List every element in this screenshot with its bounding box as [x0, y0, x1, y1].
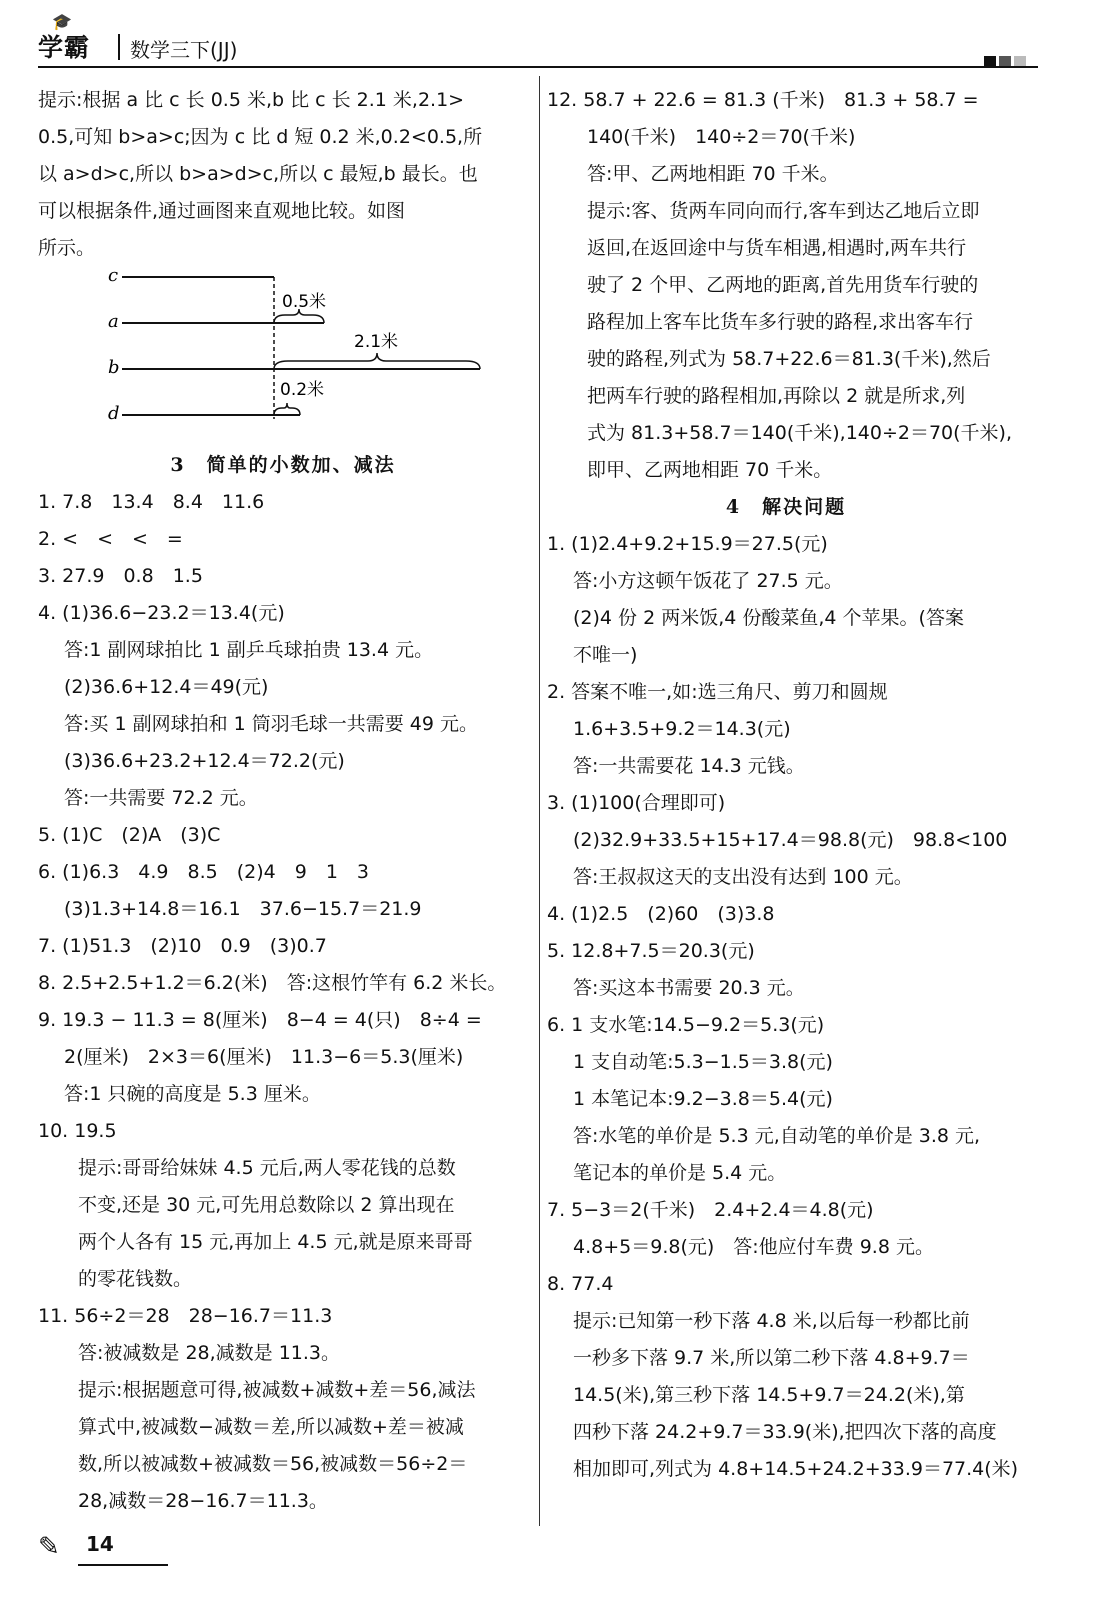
label-a: a — [108, 311, 119, 332]
hint-line: 两个人各有 15 元,再加上 4.5 元,就是原来哥哥 — [78, 1231, 473, 1253]
answer-line: (2)32.9+33.5+15+17.4＝98.8(元) 98.8<100 — [573, 829, 1008, 851]
answer-line: 11. 56÷2＝28 28−16.7＝11.3 — [38, 1305, 333, 1327]
answer-line: 2(厘米) 2×3＝6(厘米) 11.3−6＝5.3(厘米) — [64, 1046, 464, 1068]
left-column — [38, 82, 528, 1520]
answer-line: 4. (1)2.5 (2)60 (3)3.8 — [547, 903, 775, 925]
hint-line: 的零花钱数。 — [78, 1268, 193, 1290]
hint-line: 驶了 2 个甲、乙两地的距离,首先用货车行驶的 — [587, 274, 979, 296]
answer-line: 7. (1)51.3 (2)10 0.9 (3)0.7 — [38, 935, 327, 957]
hint-line: 四秒下落 24.2+9.7＝33.9(米),把四次下落的高度 — [573, 1421, 997, 1443]
answer-line: 1.6+3.5+9.2＝14.3(元) — [573, 718, 791, 740]
answer-line: 8. 77.4 — [547, 1273, 614, 1295]
brand-logo: 学霸 — [38, 33, 91, 62]
hint-line: 可以根据条件,通过画图来直观地比较。如图 — [38, 200, 406, 222]
answer-line: (2)36.6+12.4＝49(元) — [64, 676, 269, 698]
answer-line: 10. 19.5 — [38, 1120, 117, 1142]
answer-line: 5. 12.8+7.5＝20.3(元) — [547, 940, 755, 962]
hint-line: 不变,还是 30 元,可先用总数除以 2 算出现在 — [78, 1194, 455, 1216]
answer-line: 答:一共需要 72.2 元。 — [64, 787, 258, 809]
page-number: 14 — [86, 1532, 114, 1556]
answer-line: 答:王叔叔这天的支出没有达到 100 元。 — [573, 866, 913, 888]
answer-line: 12. 58.7 + 22.6 = 81.3 (千米) 81.3 + 58.7 = — [547, 89, 979, 111]
hint-line: 数,所以被减数+被减数＝56,被减数＝56÷2＝ — [78, 1453, 468, 1475]
answer-line: 不唯一) — [573, 644, 638, 666]
hint-line: 以 a>d>c,所以 b>a>d>c,所以 c 最短,b 最长。也 — [38, 163, 478, 185]
hint-line: 所示。 — [38, 237, 96, 259]
answer-line: (3)36.6+23.2+12.4＝72.2(元) — [64, 750, 345, 772]
answer-line: 答:1 副网球拍比 1 副乒乓球拍贵 13.4 元。 — [64, 639, 434, 661]
answer-line: 8. 2.5+2.5+1.2＝6.2(米) 答:这根竹竿有 6.2 米长。 — [38, 972, 507, 994]
section-title-4: 4 解决问题 — [725, 496, 847, 518]
answer-line: 1. 7.8 13.4 8.4 11.6 — [38, 491, 265, 513]
hint-line: 即甲、乙两地相距 70 千米。 — [587, 459, 833, 481]
book-title: 数学三下(JJ) — [130, 38, 238, 62]
hint-line: 式为 81.3+58.7＝140(千米),140÷2＝70(千米), — [587, 422, 1013, 444]
length-comparison-diagram — [88, 267, 528, 447]
answer-line: 6. (1)6.3 4.9 8.5 (2)4 9 1 3 — [38, 861, 369, 883]
hint-line: 提示:根据题意可得,被减数+减数+差＝56,减法 — [78, 1379, 476, 1401]
hint-line: 把两车行驶的路程相加,再除以 2 就是所求,列 — [587, 385, 966, 407]
answer-line: (2)4 份 2 两米饭,4 份酸菜鱼,4 个苹果。(答案 — [573, 607, 964, 629]
brace-0-2 — [274, 403, 300, 415]
answer-line: 1. (1)2.4+9.2+15.9＝27.5(元) — [547, 533, 828, 555]
answer-line: 2. < < < = — [38, 528, 183, 550]
measure-0-2m: 0.2米 — [280, 380, 325, 400]
hint-line: 提示:已知第一秒下落 4.8 米,以后每一秒都比前 — [573, 1310, 970, 1332]
label-d: d — [108, 403, 120, 424]
answer-line: (3)1.3+14.8＝16.1 37.6−15.7＝21.9 — [64, 898, 422, 920]
hint-line: 驶的路程,列式为 58.7+22.6＝81.3(千米),然后 — [587, 348, 991, 370]
answer-line: 7. 5−3＝2(千米) 2.4+2.4＝4.8(元) — [547, 1199, 874, 1221]
answer-line: 答:1 只碗的高度是 5.3 厘米。 — [64, 1083, 321, 1105]
answer-line: 答:水笔的单价是 5.3 元,自动笔的单价是 3.8 元, — [573, 1125, 981, 1147]
answer-line: 答:甲、乙两地相距 70 千米。 — [587, 163, 839, 185]
label-c: c — [108, 267, 119, 286]
header-separator — [118, 34, 120, 60]
answer-line: 4. (1)36.6−23.2＝13.4(元) — [38, 602, 285, 624]
answer-line: 答:小方这顿午饭花了 27.5 元。 — [573, 570, 843, 592]
hint-line: 28,减数＝28−16.7＝11.3。 — [78, 1490, 328, 1512]
answer-line: 答:被减数是 28,减数是 11.3。 — [78, 1342, 341, 1364]
answer-line: 答:买这本书需要 20.3 元。 — [573, 977, 805, 999]
hint-line: 提示:哥哥给妹妹 4.5 元后,两人零花钱的总数 — [78, 1157, 456, 1179]
hint-line: 返回,在返回途中与货车相遇,相遇时,两车共行 — [587, 237, 967, 259]
page-footer — [38, 1526, 138, 1566]
diagram-svg — [88, 267, 488, 447]
hint-line: 0.5,可知 b>a>c;因为 c 比 d 短 0.2 米,0.2<0.5,所 — [38, 126, 483, 148]
hint-line: 14.5(米),第三秒下落 14.5+9.7＝24.2(米),第 — [573, 1384, 965, 1406]
hint-line: 一秒多下落 9.7 米,所以第二秒下落 4.8+9.7＝ — [573, 1347, 970, 1369]
header-rule — [38, 66, 1038, 68]
answer-line: 5. (1)C (2)A (3)C — [38, 824, 221, 846]
graduation-cap-icon: 🎓 — [52, 12, 72, 31]
answer-line: 2. 答案不唯一,如:选三角尺、剪刀和圆规 — [547, 681, 888, 703]
footer-rule — [78, 1564, 168, 1566]
answer-line: 3. (1)100(合理即可) — [547, 792, 726, 814]
hint-line: 提示:客、货两车同向而行,客车到达乙地后立即 — [587, 200, 980, 222]
answer-line: 140(千米) 140÷2＝70(千米) — [587, 126, 856, 148]
pencil-icon: ✎ — [38, 1532, 60, 1562]
hint-line: 算式中,被减数−减数＝差,所以减数+差＝被减 — [78, 1416, 464, 1438]
answer-line: 3. 27.9 0.8 1.5 — [38, 565, 203, 587]
answer-line: 笔记本的单价是 5.4 元。 — [573, 1162, 787, 1184]
brace-2-1 — [274, 353, 480, 369]
right-column — [547, 82, 1025, 1488]
answer-line: 9. 19.3 − 11.3 = 8(厘米) 8−4 = 4(只) 8÷4 = — [38, 1009, 482, 1031]
hint-line: 相加即可,列式为 4.8+14.5+24.2+33.9＝77.4(米) — [573, 1458, 1019, 1480]
answer-line: 答:买 1 副网球拍和 1 筒羽毛球一共需要 49 元。 — [64, 713, 478, 735]
measure-0-5m: 0.5米 — [282, 292, 327, 312]
column-divider — [539, 76, 540, 1526]
page-header — [38, 12, 1038, 74]
answer-line: 答:一共需要花 14.3 元钱。 — [573, 755, 805, 777]
hint-line: 路程加上客车比货车多行驶的路程,求出客车行 — [587, 311, 974, 333]
answer-line: 1 本笔记本:9.2−3.8＝5.4(元) — [573, 1088, 833, 1110]
measure-2-1m: 2.1米 — [354, 332, 399, 352]
label-b: b — [108, 357, 120, 378]
hint-line: 提示:根据 a 比 c 长 0.5 米,b 比 c 长 2.1 米,2.1> — [38, 89, 465, 111]
answer-line: 1 支自动笔:5.3−1.5＝3.8(元) — [573, 1051, 833, 1073]
answer-line: 6. 1 支水笔:14.5−9.2＝5.3(元) — [547, 1014, 825, 1036]
answer-line: 4.8+5＝9.8(元) 答:他应付车费 9.8 元。 — [573, 1236, 934, 1258]
section-title-3: 3 简单的小数加、减法 — [170, 454, 396, 476]
